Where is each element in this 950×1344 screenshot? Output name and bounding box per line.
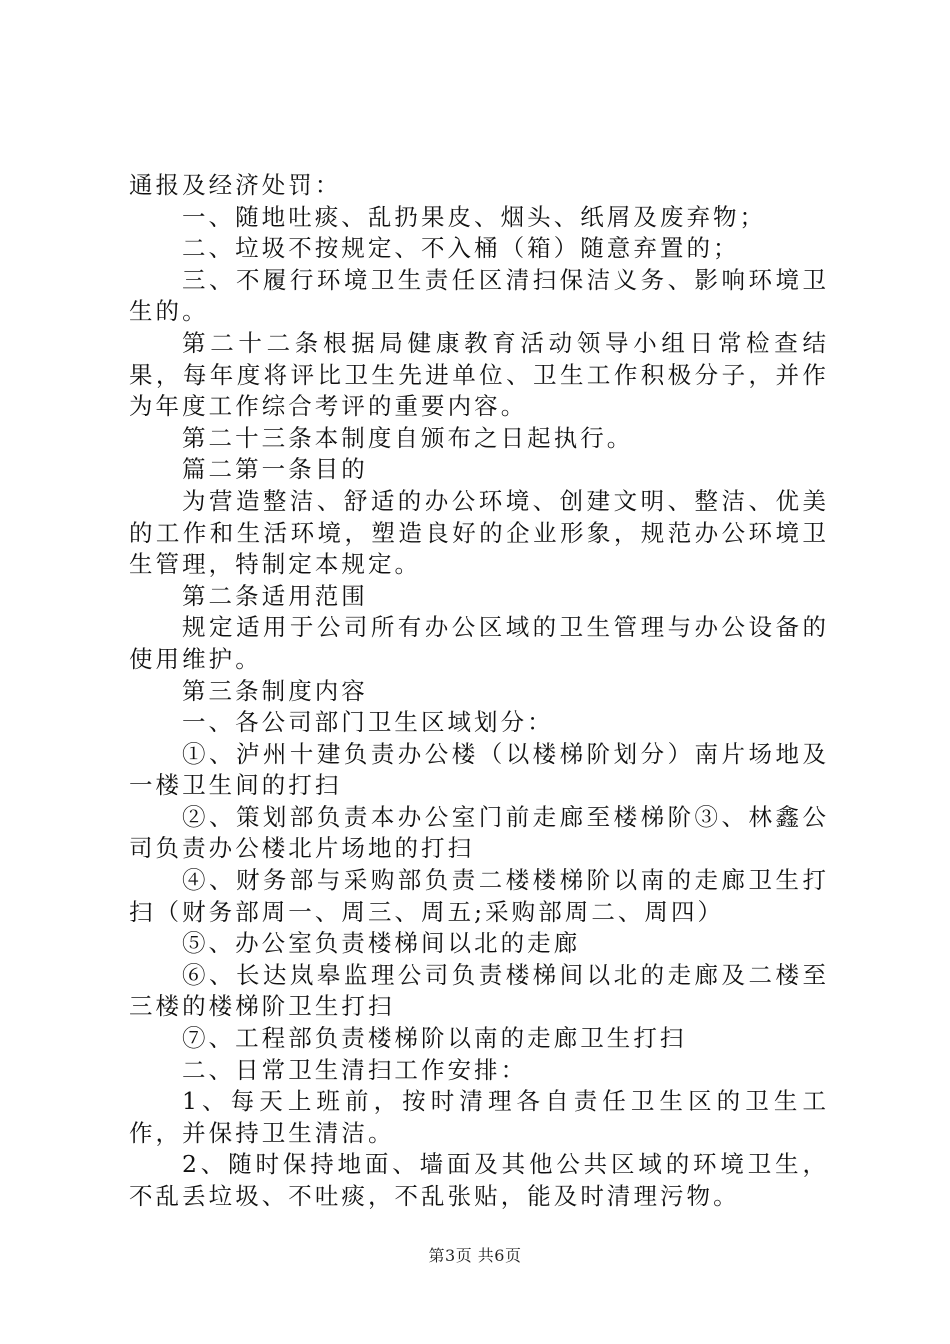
paragraph: 规定适用于公司所有办公区域的卫生管理与办公设备的使用维护。 (129, 613, 829, 673)
list-item: ②、策划部负责本办公室门前走廊至楼梯阶③、林鑫公司负责办公楼北片场地的打扫 (129, 802, 829, 863)
paragraph: 二、日常卫生清扫工作安排： (182, 1055, 528, 1084)
page-number: 第3页 共6页 (428, 1246, 522, 1265)
paragraph: 通报及经济处罚： (129, 171, 342, 199)
section-heading: 第三条制度内容 (182, 676, 368, 705)
paragraph: 第二十三条本制度自颁布之日起执行。 (182, 423, 634, 452)
list-item: 2、随时保持地面、墙面及其他公共区域的环境卫生，不乱丢垃圾、不吐痰，不乱张贴，能及时清理污物。 (129, 1150, 829, 1210)
section-heading: 篇二第一条目的 (182, 455, 368, 484)
paragraph: 一、随地吐痰、乱扔果皮、烟头、纸屑及废弃物； (182, 202, 767, 231)
list-item: ⑦、工程部负责楼梯阶以南的走廊卫生打扫 (182, 1024, 687, 1053)
list-item: ⑥、长达岚皋监理公司负责楼梯间以北的走廊及二楼至三楼的楼梯阶卫生打扫 (129, 960, 829, 1021)
paragraph: 一、各公司部门卫生区域划分： (182, 708, 554, 737)
paragraph: 为营造整洁、舒适的办公环境、创建文明、整洁、优美的工作和生活环境，塑造良好的企业形象，规范办公环境卫生管理，特制定本规定。 (129, 486, 829, 579)
list-item: 1、每天上班前，按时清理各自责任卫生区的卫生工作，并保持卫生清洁。 (129, 1087, 829, 1147)
paragraph: 三、不履行环境卫生责任区清扫保洁义务、影响环境卫生的。 (129, 265, 829, 326)
list-item: ⑤、办公室负责楼梯间以北的走廊 (182, 929, 581, 958)
list-item: ④、财务部与采购部负责二楼楼梯阶以南的走廊卫生打扫（财务部周一、周三、周五;采购部周二、周四） (129, 866, 829, 926)
page-footer (0, 1243, 950, 1266)
list-item: ①、泸州十建负责办公楼（以楼梯阶划分）南片场地及一楼卫生间的打扫 (129, 739, 829, 800)
section-heading: 第二条适用范围 (182, 581, 368, 610)
paragraph: 第二十二条根据局健康教育活动领导小组日常检查结果，每年度将评比卫生先进单位、卫生工作积极分子，并作为年度工作综合考评的重要内容。 (129, 328, 829, 421)
document-body (129, 170, 829, 1213)
paragraph: 二、垃圾不按规定、不入桶（箱）随意弃置的； (182, 234, 740, 263)
